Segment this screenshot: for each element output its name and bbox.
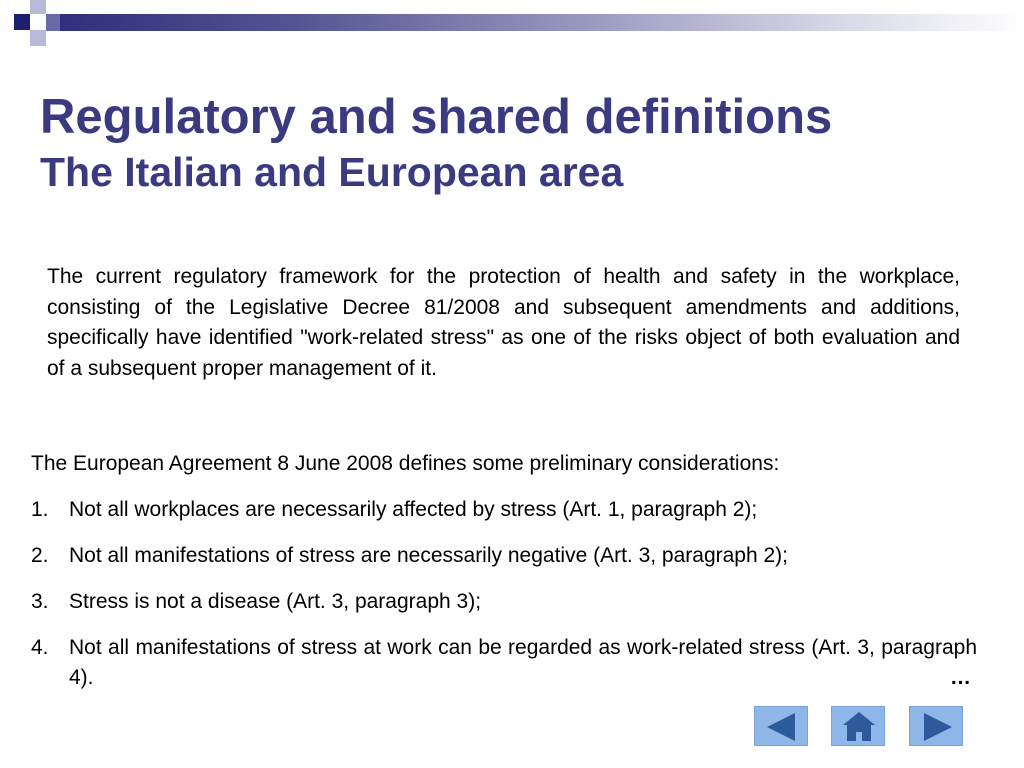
list-item-text: Not all manifestations of stress at work can be regarded as work-related stress (Art. 3, paragraph 4). — [69, 636, 977, 689]
list-item-text: Not all manifestations of stress are necessarily negative (Art. 3, paragraph 2); — [69, 544, 789, 567]
home-icon — [832, 707, 886, 747]
deco-square — [30, 0, 46, 14]
deco-square — [46, 0, 60, 14]
deco-square — [46, 31, 60, 46]
slide-title — [40, 88, 1000, 198]
deco-square — [46, 14, 60, 31]
list-item-text: Not all workplaces are necessarily affected by stress (Art. 1, paragraph 2); — [69, 498, 758, 521]
list-item-number: 2. — [31, 544, 49, 567]
deco-square — [30, 14, 46, 30]
list-item-number: 4. — [31, 636, 49, 659]
title-main: Regulatory and shared definitions — [40, 90, 833, 144]
title-subtitle: The Italian and European area — [40, 149, 624, 195]
header-decoration — [0, 0, 1024, 60]
list-item-text: Stress is not a disease (Art. 3, paragraph 3); — [69, 590, 482, 613]
intro-paragraph: The current regulatory framework for the protection of health and safety in the workplace, consisting of the Legislative Decree 81/2008 and subsequent amendments and additions, specifically have identified "work-related stress" as one of the risks object of both evaluation and of a subsequent proper management of it. — [47, 265, 960, 380]
previous-slide-button[interactable] — [754, 706, 808, 746]
list-item — [31, 587, 977, 617]
home-button[interactable] — [831, 706, 885, 746]
deco-square — [14, 14, 30, 30]
considerations-list — [31, 495, 977, 709]
continuation-ellipsis: … — [950, 666, 971, 689]
list-item-number: 1. — [31, 498, 49, 521]
deco-square — [14, 30, 30, 46]
next-slide-button[interactable] — [909, 706, 963, 746]
list-item — [31, 633, 977, 693]
list-item — [31, 495, 977, 525]
triangle-left-icon — [755, 707, 809, 747]
header-gradient-bar — [60, 14, 1024, 31]
triangle-right-icon — [910, 707, 964, 747]
list-item-number: 3. — [31, 590, 49, 613]
lead-sentence: The European Agreement 8 June 2008 defines some preliminary considerations: — [31, 452, 780, 475]
list-item — [31, 541, 977, 571]
deco-square — [30, 30, 46, 46]
